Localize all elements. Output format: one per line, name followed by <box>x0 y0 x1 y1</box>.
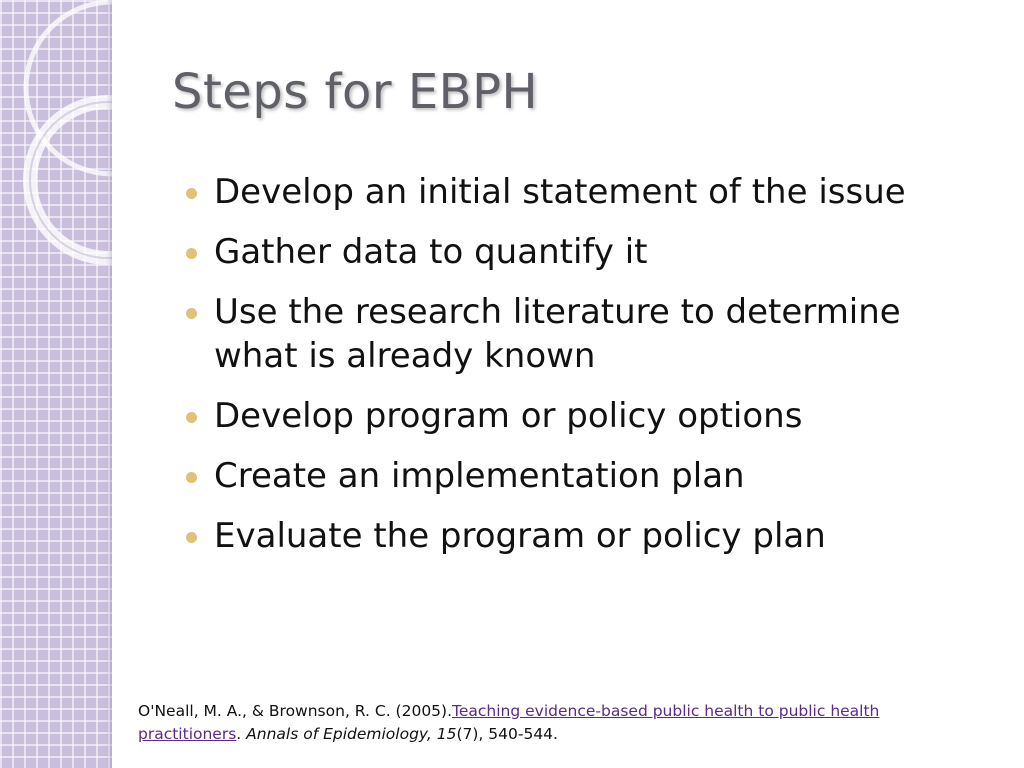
citation-issue-pages: (7), 540-544. <box>456 725 558 743</box>
bullet-item <box>184 454 984 498</box>
citation-authors: O'Neall, M. A., & Brownson, R. C. (2005). <box>138 702 453 720</box>
bullet-text: Create an implementation plan <box>214 456 745 496</box>
bullet-text: Develop an initial statement of the issue <box>214 172 906 212</box>
bullet-dot <box>186 188 197 199</box>
bullet-dot <box>186 248 197 259</box>
citation-separator: . <box>236 725 247 743</box>
citation-article-link[interactable]: Teaching evidence-based public health to public health practitioners <box>138 702 880 743</box>
bullet-dot <box>186 412 197 423</box>
citation-journal: Annals of Epidemiology, 15 <box>246 725 457 743</box>
bullet-list <box>184 170 984 574</box>
bullet-text: Use the research literature to determine what is already known <box>214 292 901 376</box>
citation <box>138 700 958 746</box>
bullet-text: Evaluate the program or policy plan <box>214 516 826 556</box>
decorative-rings <box>0 0 112 260</box>
bullet-item <box>184 170 984 214</box>
slide-title: Steps for EBPH <box>172 64 539 120</box>
bullet-dot <box>186 532 197 543</box>
bullet-dot <box>186 472 197 483</box>
bullet-dot <box>186 308 197 319</box>
bullet-text: Gather data to quantify it <box>214 232 648 272</box>
bullet-text: Develop program or policy options <box>214 396 803 436</box>
bullet-item <box>184 514 984 558</box>
bullet-item <box>184 290 984 378</box>
decorative-side-band <box>0 0 112 768</box>
bullet-item <box>184 230 984 274</box>
bullet-item <box>184 394 984 438</box>
